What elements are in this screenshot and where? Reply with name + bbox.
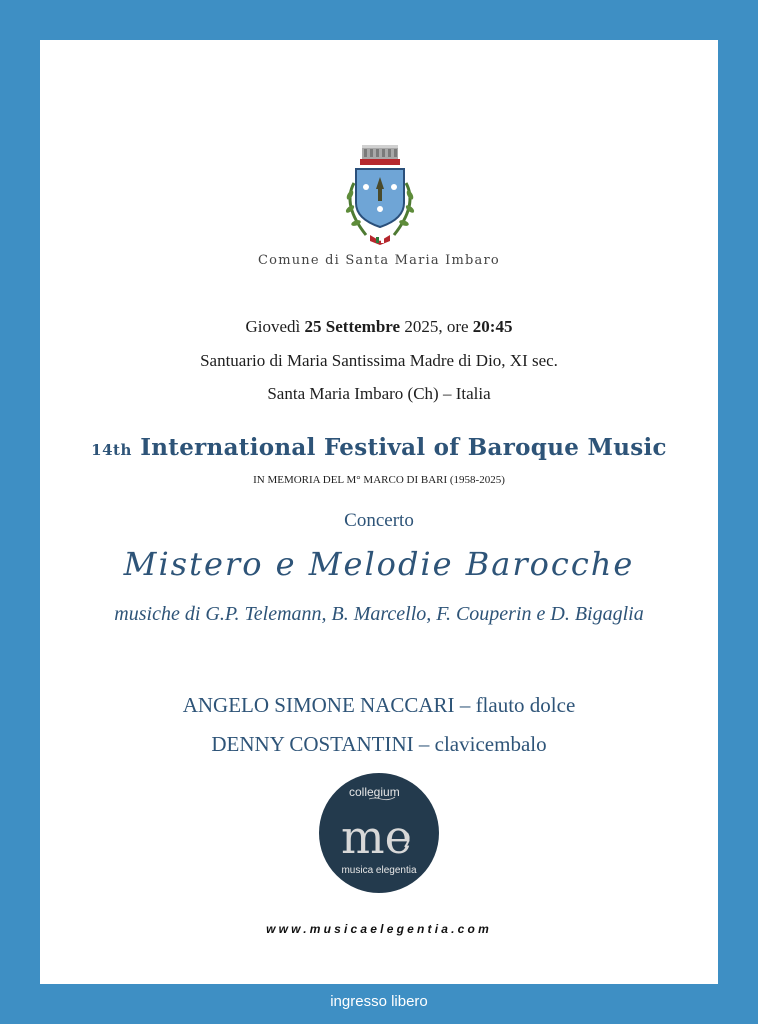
website-link[interactable]: www.musicaelegentia.com [266, 922, 492, 936]
concert-title: Mistero e Melodie Barocche [123, 545, 635, 583]
coat-of-arms-icon [336, 143, 424, 247]
event-place: Santa Maria Imbaro (Ch) – Italia [267, 384, 491, 403]
performer-2-role: – clavicembalo [418, 732, 547, 756]
event-venue: Santuario di Maria Santissima Madre di Dio, XI sec. [200, 351, 558, 370]
performer-1-role: – flauto dolce [459, 693, 576, 717]
festival-ordinal: 14th [91, 441, 132, 459]
performer-1 [40, 693, 718, 718]
logo-monogram: me [341, 810, 412, 864]
festival-name: International Festival of Baroque Music [140, 434, 667, 461]
poster [40, 40, 718, 984]
festival-memoria: IN MEMORIA DEL M° MARCO DI BARI (1958-2025) [253, 474, 505, 486]
event-time: 20:45 [472, 317, 513, 336]
concert-composers: musiche di G.P. Telemann, B. Marcello, F. Couperin e D. Bigaglia [114, 603, 644, 625]
event-day: Giovedì [245, 317, 301, 336]
event-date: 25 Settembre [304, 317, 401, 336]
collegium-logo [319, 773, 439, 893]
logo-top-word: collegium [349, 785, 400, 799]
festival-heading [40, 434, 718, 461]
admission-note: ingresso libero [330, 993, 428, 1010]
performer-2-name: DENNY COSTANTINI [211, 732, 414, 756]
performer-2 [40, 732, 718, 757]
event-date-line [40, 317, 718, 337]
logo-bottom-words: musica elegentia [341, 865, 417, 876]
event-year: 2025, ore [404, 317, 469, 336]
concert-label: Concerto [344, 510, 414, 531]
performer-1-name: ANGELO SIMONE NACCARI [182, 693, 455, 717]
crest-ribbon [370, 235, 390, 245]
comune-label: Comune di Santa Maria Imbaro [258, 253, 500, 268]
